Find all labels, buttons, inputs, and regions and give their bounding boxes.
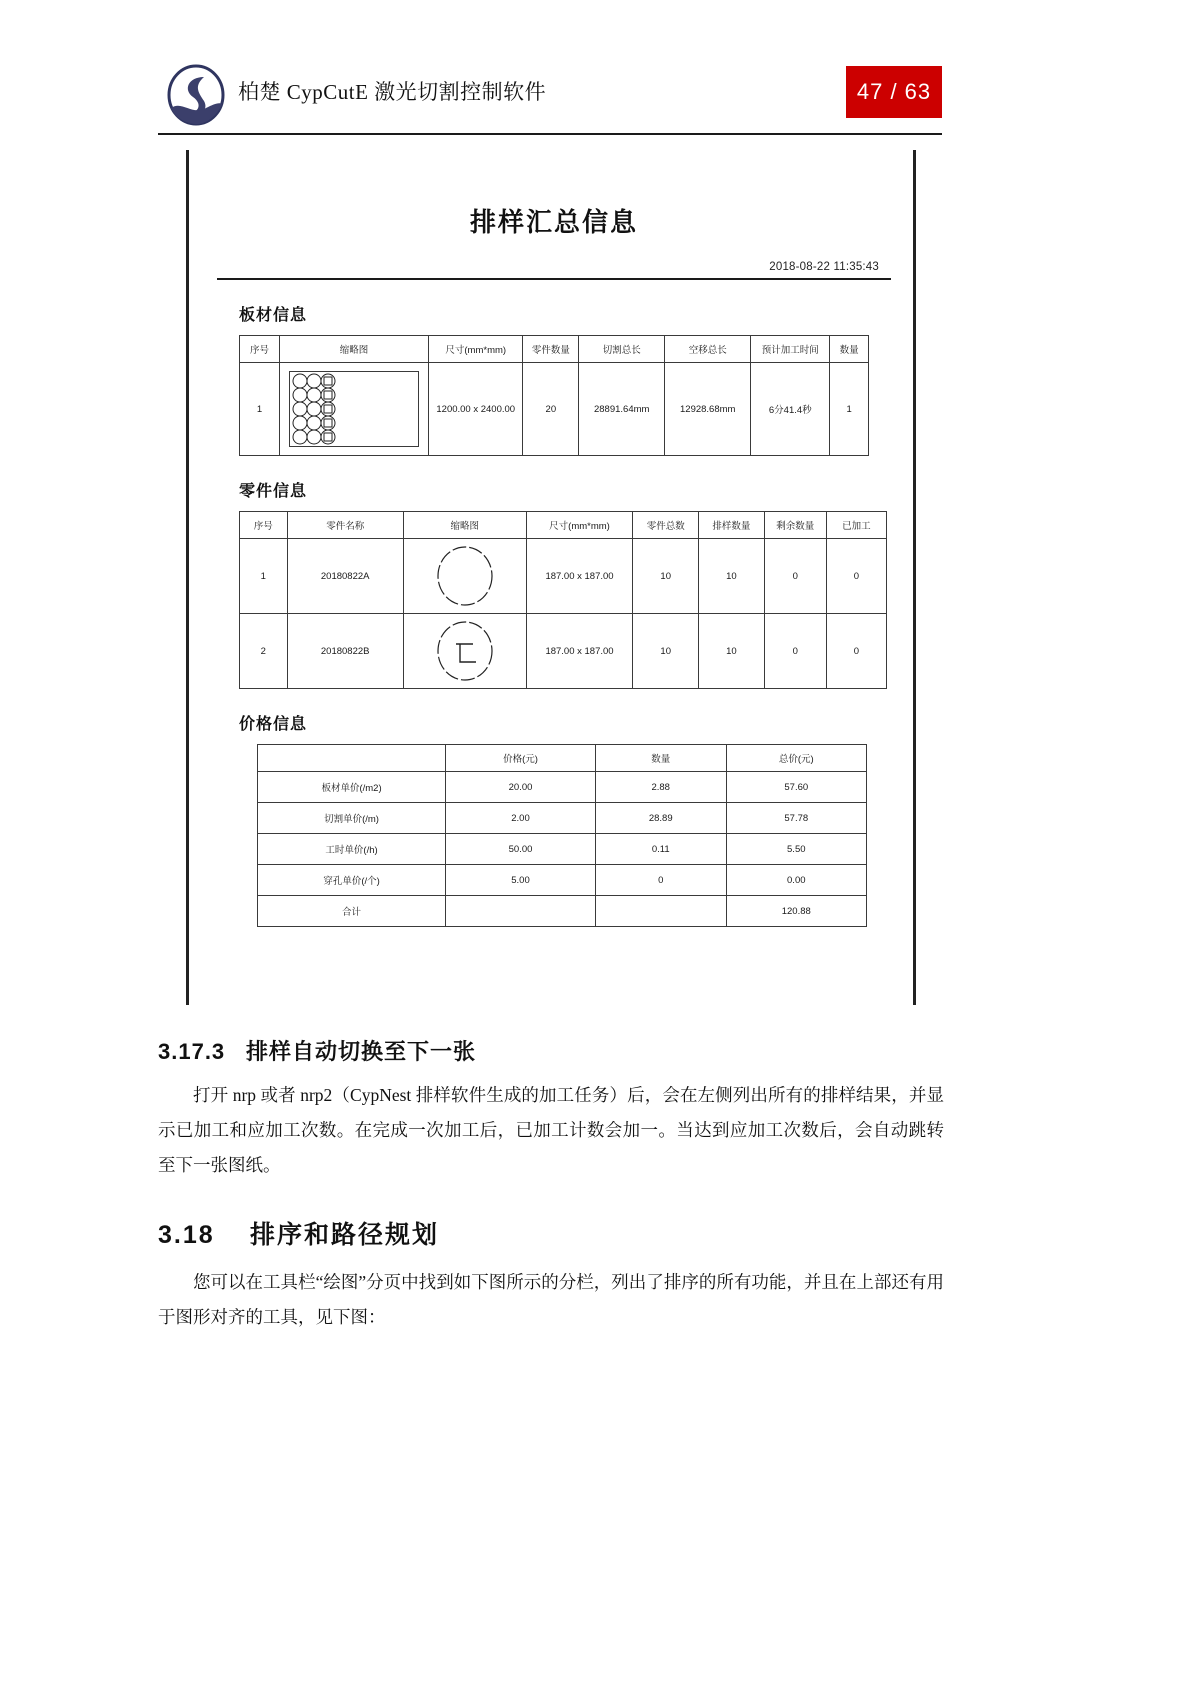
cell-price [446, 896, 596, 927]
cell-nested: 10 [699, 614, 765, 689]
heading-3-17-3 [158, 1035, 476, 1066]
cell-processed: 0 [826, 539, 886, 614]
header-divider [158, 133, 942, 135]
cell-item: 工时单价(/h) [258, 834, 446, 865]
cell-est-time: 6分41.4秒 [751, 363, 830, 456]
cell-qty: 28.89 [595, 803, 726, 834]
cell-item: 板材单价(/m2) [258, 772, 446, 803]
table-header-row [258, 745, 867, 772]
table-row [240, 614, 887, 689]
page-number-badge: 47 / 63 [846, 66, 942, 118]
cell-qty: 0.11 [595, 834, 726, 865]
col-remaining: 剩余数量 [764, 512, 826, 539]
col-total-price: 总价(元) [726, 745, 866, 772]
col-quantity: 数量 [830, 336, 869, 363]
table-header-row [240, 512, 887, 539]
report-title-divider [217, 278, 891, 280]
cell-qty: 0 [595, 865, 726, 896]
cell-cut-length: 28891.64mm [579, 363, 665, 456]
col-thumbnail: 缩略图 [280, 336, 429, 363]
cell-part-name: 20180822A [287, 539, 403, 614]
cell-quantity: 1 [830, 363, 869, 456]
cell-price: 2.00 [446, 803, 596, 834]
table-row [258, 803, 867, 834]
cell-qty [595, 896, 726, 927]
cell-thumbnail [280, 363, 429, 456]
report-timestamp: 2018-08-22 11:35:43 [769, 261, 879, 273]
cell-remaining: 0 [764, 614, 826, 689]
document-header [158, 62, 942, 140]
cell-processed: 0 [826, 614, 886, 689]
cell-total: 57.78 [726, 803, 866, 834]
table-row [240, 539, 887, 614]
col-qty: 数量 [595, 745, 726, 772]
parts-section-heading: 零件信息 [239, 483, 308, 500]
heading-3-18 [158, 1215, 439, 1251]
table-row [258, 865, 867, 896]
cell-total: 5.50 [726, 834, 866, 865]
circle-part-thumbnail [426, 543, 504, 609]
heading-3-18-number: 3.18 [158, 1221, 215, 1249]
cell-qty: 2.88 [595, 772, 726, 803]
table-row [240, 363, 869, 456]
cell-total: 10 [633, 539, 699, 614]
col-travel: 空移总长 [665, 336, 751, 363]
col-unit-price: 价格(元) [446, 745, 596, 772]
cell-total: 120.88 [726, 896, 866, 927]
cell-total: 0.00 [726, 865, 866, 896]
col-cut-length: 切割总长 [579, 336, 665, 363]
cell-total: 57.60 [726, 772, 866, 803]
table-row [258, 834, 867, 865]
report-title: 排样汇总信息 [469, 208, 638, 237]
table-header-row [240, 336, 869, 363]
paragraph-3-17-3: 打开 nrp 或者 nrp2（CypNest 排样软件生成的加工任务）后，会在左侧列出所有的排样结果，并显示已加工和应加工次数。在完成一次加工后，已加工计数会加一。当达到应加工次数后，会自动跳转至下一张图纸。 [158, 1085, 944, 1175]
heading-3-17-3-number: 3.17.3 [158, 1039, 226, 1064]
cell-price: 20.00 [446, 772, 596, 803]
cell-index: 2 [240, 614, 288, 689]
heading-3-17-3-title: 排样自动切换至下一张 [246, 1039, 477, 1064]
cell-size: 187.00 x 187.00 [526, 614, 633, 689]
cell-nested: 10 [699, 539, 765, 614]
col-part-count: 零件数量 [523, 336, 579, 363]
cell-thumbnail [403, 614, 526, 689]
nesting-report-figure [186, 150, 916, 1005]
cell-item: 切割单价(/m) [258, 803, 446, 834]
cell-thumbnail [403, 539, 526, 614]
cell-travel: 12928.68mm [665, 363, 751, 456]
cypcut-logo-icon [166, 64, 226, 126]
cell-item: 穿孔单价(/个) [258, 865, 446, 896]
col-est-time: 预计加工时间 [751, 336, 830, 363]
price-section-heading: 价格信息 [239, 716, 308, 733]
cell-size: 1200.00 x 2400.00 [429, 363, 523, 456]
col-nested: 排样数量 [699, 512, 765, 539]
col-size: 尺寸(mm*mm) [526, 512, 633, 539]
cell-index: 1 [240, 539, 288, 614]
cell-price: 5.00 [446, 865, 596, 896]
col-part-name: 零件名称 [287, 512, 403, 539]
cell-remaining: 0 [764, 539, 826, 614]
cell-total: 10 [633, 614, 699, 689]
table-row-total [258, 896, 867, 927]
cell-part-count: 20 [523, 363, 579, 456]
header-title: 柏楚 CypCutE 激光切割控制软件 [238, 80, 547, 104]
cell-index: 1 [240, 363, 280, 456]
col-index: 序号 [240, 336, 280, 363]
cell-item: 合计 [258, 896, 446, 927]
circle-with-notch-part-thumbnail [426, 618, 504, 684]
parts-info-table [239, 511, 887, 689]
board-section-heading: 板材信息 [239, 307, 308, 324]
heading-3-18-title: 排序和路径规划 [250, 1221, 440, 1249]
paragraph-3-18: 您可以在工具栏“绘图”分页中找到如下图所示的分栏，列出了排序的所有功能，并且在上部还有用于图形对齐的工具，见下图： [158, 1272, 944, 1327]
price-info-table [257, 744, 867, 927]
col-index: 序号 [240, 512, 288, 539]
col-total: 零件总数 [633, 512, 699, 539]
col-item [258, 745, 446, 772]
table-row [258, 772, 867, 803]
col-processed: 已加工 [826, 512, 886, 539]
cell-part-name: 20180822B [287, 614, 403, 689]
cell-size: 187.00 x 187.00 [526, 539, 633, 614]
col-thumbnail: 缩略图 [403, 512, 526, 539]
cell-price: 50.00 [446, 834, 596, 865]
board-info-table [239, 335, 869, 456]
nested-sheet-thumbnail [289, 371, 419, 447]
col-size: 尺寸(mm*mm) [429, 336, 523, 363]
